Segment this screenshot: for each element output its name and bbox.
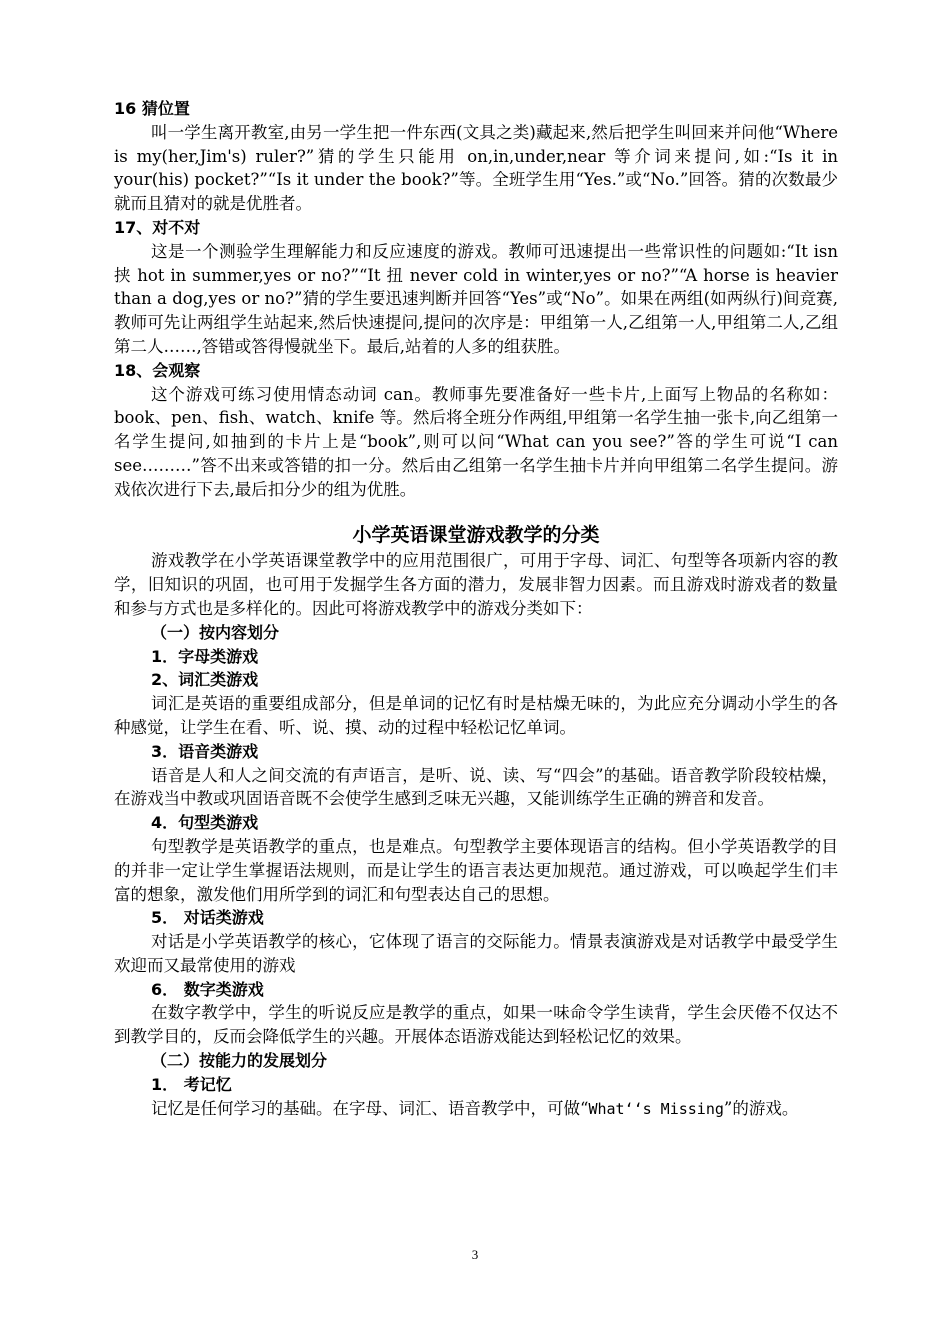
part1-item-3-label: 3．语音类游戏 <box>151 741 259 761</box>
part1-item-6-text: 在数字教学中，学生的听说反应是教学的重点，如果一味命令学生读背，学生会厌倦不仅达不到教学目的，反而会降低学生的兴趣。开展体态语游戏能达到轻松记忆的效果。 <box>114 1003 838 1047</box>
page-number: 3 <box>471 1247 479 1262</box>
document-body <box>114 97 838 1121</box>
intro-paragraph: 游戏教学在小学英语课堂教学中的应用范围很广，可用于字母、词汇、句型等各项新内容的教学，旧知识的巩固，也可用于发掘学生各方面的潜力，发展非智力因素。而且游戏时游戏者的数量和参与方式也是多样化的。因此可将游戏教学中的游戏分类如下： <box>114 551 838 618</box>
part1-item-5-label: 5． 对话类游戏 <box>151 908 264 928</box>
part2-item-1-text-a: 记忆是任何学习的基础。在字母、词汇、语音教学中，可做“ <box>151 1098 589 1118</box>
part2-item-1-text-b: ”的游戏。 <box>723 1098 799 1118</box>
part1-item-4-text: 句型教学是英语教学的重点，也是难点。句型教学主要体现语言的结构。但小学英语教学的目的并非一定让学生掌握语法规则，而是让学生的语言表达更加规范。通过游戏，可以唤起学生们丰富的想象，激发他们用所学到的词汇和句型表达自己的思想。 <box>114 836 838 904</box>
article-title: 小学英语课堂游戏教学的分类 <box>352 523 600 546</box>
part2-heading: （二）按能力的发展划分 <box>151 1051 328 1071</box>
part1-item-5-text: 对话是小学英语教学的核心，它体现了语言的交际能力。情景表演游戏是对话教学中最受学生欢迎而又最常使用的游戏 <box>114 932 838 975</box>
part1-item-2-label: 2、词汇类游戏 <box>151 670 259 690</box>
section-heading-18: 18、会观察 <box>114 360 201 380</box>
section-17-paragraph: 这是一个测验学生理解能力和反应速度的游戏。教师可迅速提出一些常识性的问题如:“It isn 挟 hot in summer,yes or no?”“It 扭 never cold in winter,yes or no?”“A horse is heavier than a dog,yes or no?”猜的学生要迅速判断并回答“Yes”或“No”。如果在两组(如两纵行)间竞赛,教师可先让两组学生站起来,然后快速提问,提问的次序是：甲组第一人,乙组第一人,甲组第二人,乙组第二人……,答错或答得慢就坐下。最后,站着的人多的组获胜。 <box>114 241 838 356</box>
section-heading-16: 16 猜位置 <box>114 99 190 118</box>
part2-item-1-text <box>114 1097 838 1122</box>
part1-item-6-label: 6． 数字类游戏 <box>151 979 264 999</box>
section-16-paragraph: 叫一学生离开教室,由另一学生把一件东西(文具之类)藏起来,然后把学生叫回来并问他“Where is my(her,Jim's) ruler?”猜的学生只能用 on,in,under,near 等介词来提问,如:“Is it in your(his) pocket?”“Is it under the book?”等。全班学生用“Yes.”或“No.”回答。猜的次数最少就而且猜对的就是优胜者。 <box>114 122 838 214</box>
part1-heading: （一）按内容划分 <box>151 622 280 642</box>
part2-item-1-label: 1． 考记忆 <box>151 1074 232 1094</box>
part1-item-4-label: 4．句型类游戏 <box>151 813 259 833</box>
part2-item-1-text-mono: What‘‘s Missing <box>588 1099 724 1118</box>
section-18-paragraph: 这个游戏可练习使用情态动词 can。教师事先要准备好一些卡片,上面写上物品的名称如：book、pen、fish、watch、knife 等。然后将全班分作两组,甲组第一名学生抽一张卡,向乙组第一名学生提问,如抽到的卡片上是“book”,则可以问“What can you see?”答的学生可说“I can see………”答不出来或答错的扣一分。然后由乙组第一名学生抽卡片并向甲组第二名学生提问。游戏依次进行下去,最后扣分少的组为优胜。 <box>114 384 838 499</box>
part1-item-2-text: 词汇是英语的重要组成部分，但是单词的记忆有时是枯燥无味的，为此应充分调动小学生的各种感觉，让学生在看、听、说、摸、动的过程中轻松记忆单词。 <box>114 694 838 737</box>
part1-item-1-label: 1．字母类游戏 <box>151 646 259 666</box>
section-heading-17: 17、对不对 <box>114 217 201 237</box>
part1-item-3-text: 语音是人和人之间交流的有声语言，是听、说、读、写“四会”的基础。语音教学阶段较枯燥，在游戏当中教或巩固语音既不会使学生感到乏味无兴趣，又能训练学生正确的辨音和发音。 <box>114 765 838 809</box>
